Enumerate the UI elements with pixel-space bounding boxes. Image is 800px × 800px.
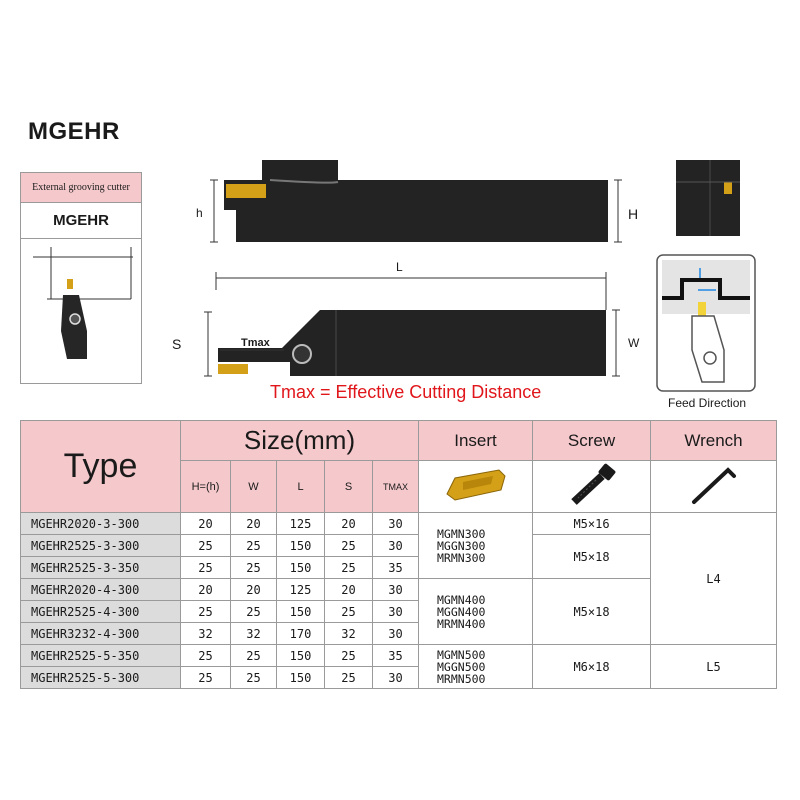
table-row-type: MGEHR2525-5-350 xyxy=(21,645,181,667)
cell-w: 25 xyxy=(231,601,277,623)
cell-tmax: 30 xyxy=(373,579,419,601)
cell-l: 150 xyxy=(277,645,325,667)
cell-l: 150 xyxy=(277,557,325,579)
cell-s: 25 xyxy=(325,557,373,579)
screw-cell: M5×18 xyxy=(533,535,651,579)
cell-l: 150 xyxy=(277,535,325,557)
category-card xyxy=(20,172,142,384)
clamp-screw-head xyxy=(293,345,311,363)
screw-icon xyxy=(562,462,622,506)
col-screw: Screw xyxy=(533,421,651,461)
cell-tmax: 30 xyxy=(373,535,419,557)
category-model: MGEHR xyxy=(21,203,141,239)
cell-h: 25 xyxy=(181,667,231,689)
wrench-icon xyxy=(684,462,744,506)
cell-w: 25 xyxy=(231,557,277,579)
screw-cell: M5×16 xyxy=(533,513,651,535)
cell-l: 125 xyxy=(277,579,325,601)
cell-l: 150 xyxy=(277,667,325,689)
cell-w: 25 xyxy=(231,535,277,557)
table-row-type: MGEHR2020-3-300 xyxy=(21,513,181,535)
category-label: External grooving cutter xyxy=(21,173,141,203)
col-h: H=(h) xyxy=(181,461,231,513)
table-row-type: MGEHR2020-4-300 xyxy=(21,579,181,601)
cell-s: 25 xyxy=(325,601,373,623)
insert-icon xyxy=(441,464,511,504)
dim-tmax: Tmax xyxy=(241,337,270,349)
cell-tmax: 35 xyxy=(373,557,419,579)
col-wrench: Wrench xyxy=(651,421,777,461)
cell-w: 20 xyxy=(231,513,277,535)
cell-h: 20 xyxy=(181,513,231,535)
col-s: S xyxy=(325,461,373,513)
insert-image xyxy=(419,461,533,513)
cell-s: 25 xyxy=(325,667,373,689)
wrench-image xyxy=(651,461,777,513)
cell-s: 25 xyxy=(325,645,373,667)
wrench-cell-l5: L5 xyxy=(651,645,777,689)
tool-thumbnail xyxy=(21,239,141,383)
table-row-type: MGEHR2525-3-300 xyxy=(21,535,181,557)
end-view xyxy=(674,158,744,240)
dim-L: L xyxy=(396,260,403,274)
cell-s: 32 xyxy=(325,623,373,645)
col-w: W xyxy=(231,461,277,513)
cell-h: 25 xyxy=(181,535,231,557)
cell-w: 20 xyxy=(231,579,277,601)
spec-table xyxy=(20,420,777,689)
feed-diagram xyxy=(656,254,756,394)
cell-l: 170 xyxy=(277,623,325,645)
table-row-type: MGEHR2525-5-300 xyxy=(21,667,181,689)
screw-cell: M6×18 xyxy=(533,645,651,689)
cell-l: 150 xyxy=(277,601,325,623)
dim-H: H xyxy=(628,206,639,222)
screw-cell: M5×18 xyxy=(533,579,651,645)
cell-tmax: 35 xyxy=(373,645,419,667)
col-l: L xyxy=(277,461,325,513)
insert-group-3: MGMN300 MGGN300 MRMN300 xyxy=(419,513,533,579)
cell-s: 20 xyxy=(325,513,373,535)
holder-top-view xyxy=(224,160,608,242)
feed-caption: Feed Direction xyxy=(668,396,747,410)
col-size: Size(mm) xyxy=(181,421,419,461)
tool-drawing xyxy=(190,150,640,400)
cell-tmax: 30 xyxy=(373,513,419,535)
insert-group-4: MGMN400 MGGN400 MRMN400 xyxy=(419,579,533,645)
dim-h: h xyxy=(196,206,203,220)
cell-h: 25 xyxy=(181,645,231,667)
screw-image xyxy=(533,461,651,513)
cell-tmax: 30 xyxy=(373,623,419,645)
cell-s: 20 xyxy=(325,579,373,601)
cell-w: 25 xyxy=(231,667,277,689)
insert-group-5: MGMN500 MGGN500 MRMN500 xyxy=(419,645,533,689)
table-row-type: MGEHR3232-4-300 xyxy=(21,623,181,645)
col-type: Type xyxy=(21,421,181,513)
table-row-type: MGEHR2525-4-300 xyxy=(21,601,181,623)
col-tmax: TMAX xyxy=(373,461,419,513)
cell-h: 25 xyxy=(181,601,231,623)
cell-s: 25 xyxy=(325,535,373,557)
holder-side-view xyxy=(218,310,606,376)
tmax-note: Tmax = Effective Cutting Distance xyxy=(270,382,542,402)
cell-h: 32 xyxy=(181,623,231,645)
insert-top xyxy=(226,184,266,198)
dim-S: S xyxy=(172,336,182,352)
insert-side xyxy=(218,364,248,374)
cell-w: 32 xyxy=(231,623,277,645)
wrench-cell-l4: L4 xyxy=(651,513,777,645)
table-row-type: MGEHR2525-3-350 xyxy=(21,557,181,579)
cell-tmax: 30 xyxy=(373,667,419,689)
cell-l: 125 xyxy=(277,513,325,535)
cell-w: 25 xyxy=(231,645,277,667)
cell-h: 20 xyxy=(181,579,231,601)
page-title: MGEHR xyxy=(28,118,120,145)
dim-W: W xyxy=(628,336,640,350)
cell-h: 25 xyxy=(181,557,231,579)
cell-tmax: 30 xyxy=(373,601,419,623)
col-insert: Insert xyxy=(419,421,533,461)
